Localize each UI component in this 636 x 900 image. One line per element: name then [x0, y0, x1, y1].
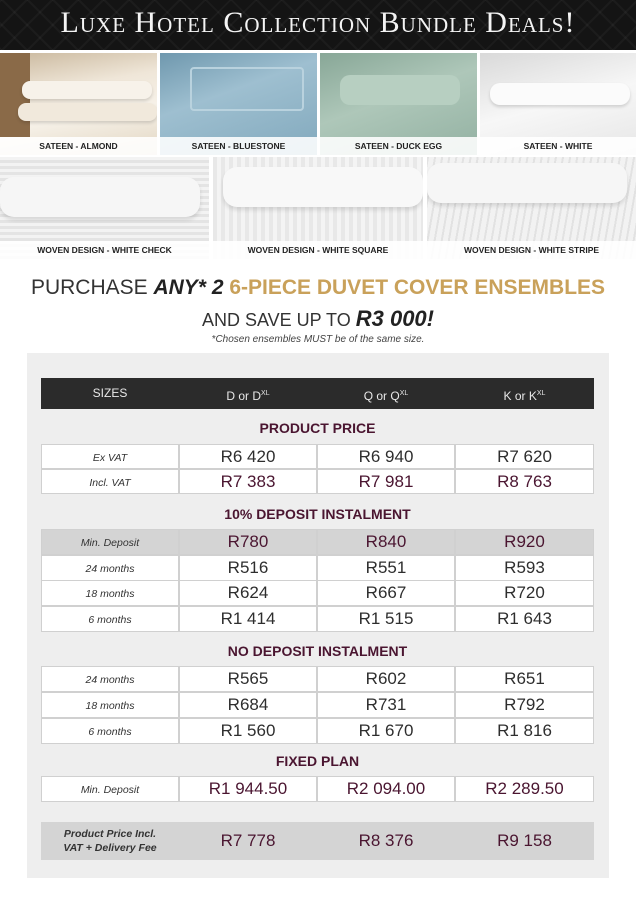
value-cell — [317, 666, 455, 692]
price-value: R2 094.00 — [346, 779, 426, 798]
value-cell — [455, 718, 594, 744]
total-label-line: VAT + Delivery Fee — [63, 842, 157, 854]
price-value: R1 414 — [220, 609, 276, 628]
price-value: R6 420 — [220, 447, 276, 466]
total-label — [41, 827, 179, 855]
swatch-sateen-duck-egg — [320, 53, 477, 155]
table-header — [41, 378, 594, 409]
price-value: R7 981 — [358, 472, 414, 491]
label-cell — [41, 776, 179, 802]
section-product-price: PRODUCT PRICE — [259, 420, 376, 436]
value-cell — [455, 555, 594, 581]
value-cell — [317, 529, 455, 555]
row-label: 6 months — [88, 726, 132, 738]
value-cell — [455, 666, 594, 692]
row-label: 24 months — [85, 674, 135, 686]
value-cell — [317, 555, 455, 581]
value-cell — [455, 469, 594, 494]
table-row — [41, 529, 594, 555]
price-value: R7 620 — [497, 447, 552, 466]
swatch-caption: SATEEN - DUCK EGG — [320, 137, 477, 155]
price-value: R780 — [227, 532, 269, 551]
label-cell — [41, 692, 179, 718]
table-row — [41, 666, 594, 692]
row-label: Ex VAT — [92, 452, 128, 464]
swatch-caption: WOVEN DESIGN - WHITE STRIPE — [427, 241, 636, 259]
value-cell — [317, 444, 455, 469]
table-row — [41, 776, 594, 802]
offer-subheadline: AND SAVE UP TO R3 000! — [201, 306, 434, 331]
offer-note: *Chosen ensembles MUST be of the same size. — [211, 334, 425, 345]
price-value: R2 289.50 — [485, 779, 564, 798]
swatch-caption: SATEEN - WHITE — [480, 137, 636, 155]
value-cell — [179, 606, 317, 632]
price-value: R1 515 — [358, 609, 414, 628]
swatch-white-check — [0, 157, 209, 259]
value-cell — [179, 529, 317, 555]
swatch-caption: WOVEN DESIGN - WHITE CHECK — [0, 241, 209, 259]
value-cell — [455, 444, 594, 469]
header-queen: Q or $Q^{XL}$ — [363, 389, 409, 403]
price-value: R593 — [504, 558, 545, 577]
price-value: R1 816 — [497, 721, 552, 740]
value-cell — [317, 776, 455, 802]
value-cell — [179, 469, 317, 494]
total-label-line: Product Price Incl. — [63, 828, 157, 840]
value-cell — [317, 718, 455, 744]
section-fixed-plan: FIXED PLAN — [275, 753, 360, 769]
price-value: R8 763 — [497, 472, 552, 491]
table-row — [41, 555, 594, 581]
price-value: R840 — [365, 532, 407, 551]
total-value: R7 778 — [220, 831, 276, 850]
price-value: R1 643 — [497, 609, 552, 628]
swatch-white-square — [213, 157, 423, 259]
label-cell — [41, 718, 179, 744]
title-banner — [0, 0, 636, 50]
row-label: 18 months — [85, 588, 135, 600]
price-value: R920 — [504, 532, 545, 551]
label-cell — [41, 469, 179, 494]
value-cell — [455, 606, 594, 632]
value-cell — [317, 606, 455, 632]
value-cell — [179, 776, 317, 802]
header-sizes: SIZES — [92, 386, 128, 400]
swatch-caption: WOVEN DESIGN - WHITE SQUARE — [213, 241, 423, 259]
header-king: K or $K^{XL}$ — [503, 389, 546, 403]
value-cell — [455, 580, 594, 606]
value-cell — [317, 692, 455, 718]
price-value: R516 — [227, 558, 269, 577]
price-value: R1 670 — [358, 721, 414, 740]
label-cell — [41, 580, 179, 606]
price-value: R731 — [365, 695, 407, 714]
total-row — [41, 822, 594, 860]
price-value: R1 560 — [220, 721, 276, 740]
offer-headline: PURCHASE ANY* 2 6-PIECE DUVET COVER ENSEMBLES — [30, 276, 606, 299]
value-cell — [455, 776, 594, 802]
price-value: R667 — [365, 583, 407, 602]
price-value: R720 — [504, 583, 545, 602]
value-cell — [179, 555, 317, 581]
page-title: Luxe Hotel Collection Bundle Deals! — [60, 6, 576, 39]
row-label: 18 months — [85, 700, 135, 712]
total-value: R9 158 — [497, 831, 552, 850]
label-cell — [41, 555, 179, 581]
swatch-caption: SATEEN - BLUESTONE — [160, 137, 317, 155]
price-value: R6 940 — [358, 447, 414, 466]
value-cell — [179, 718, 317, 744]
price-value: R684 — [227, 695, 269, 714]
price-value: R602 — [365, 669, 407, 688]
price-value: R624 — [227, 583, 269, 602]
total-value: R8 376 — [358, 831, 414, 850]
value-cell — [455, 692, 594, 718]
section-deposit-instalment: 10% DEPOSIT INSTALMENT — [224, 506, 411, 522]
row-label: 6 months — [88, 614, 132, 626]
value-cell — [179, 444, 317, 469]
swatch-caption: SATEEN - ALMOND — [0, 137, 157, 155]
value-cell — [179, 692, 317, 718]
section-no-deposit-instalment: NO DEPOSIT INSTALMENT — [227, 643, 408, 659]
swatch-sateen-white — [480, 53, 636, 155]
price-value: R792 — [504, 695, 545, 714]
price-value: R551 — [365, 558, 407, 577]
label-cell — [41, 606, 179, 632]
value-cell — [317, 469, 455, 494]
row-label: Incl. VAT — [89, 477, 131, 489]
value-cell — [317, 580, 455, 606]
row-label: Min. Deposit — [80, 537, 140, 549]
swatch-white-stripe — [427, 157, 636, 259]
label-cell — [41, 444, 179, 469]
table-row — [41, 606, 594, 632]
table-row — [41, 692, 594, 718]
price-value: R565 — [227, 669, 269, 688]
table-row — [41, 580, 594, 606]
table-row — [41, 469, 594, 494]
value-cell — [179, 580, 317, 606]
table-row — [41, 718, 594, 744]
price-value: R7 383 — [220, 472, 276, 491]
price-value: R1 944.50 — [208, 779, 288, 798]
price-value: R651 — [504, 669, 545, 688]
swatch-sateen-almond — [0, 53, 157, 155]
label-cell — [41, 666, 179, 692]
value-cell — [179, 666, 317, 692]
value-cell — [455, 529, 594, 555]
row-label: Min. Deposit — [80, 784, 140, 796]
label-cell — [41, 529, 179, 555]
row-label: 24 months — [85, 563, 135, 575]
header-double: D or $D^{XL}$ — [226, 389, 270, 403]
table-row — [41, 444, 594, 469]
swatch-sateen-bluestone — [160, 53, 317, 155]
